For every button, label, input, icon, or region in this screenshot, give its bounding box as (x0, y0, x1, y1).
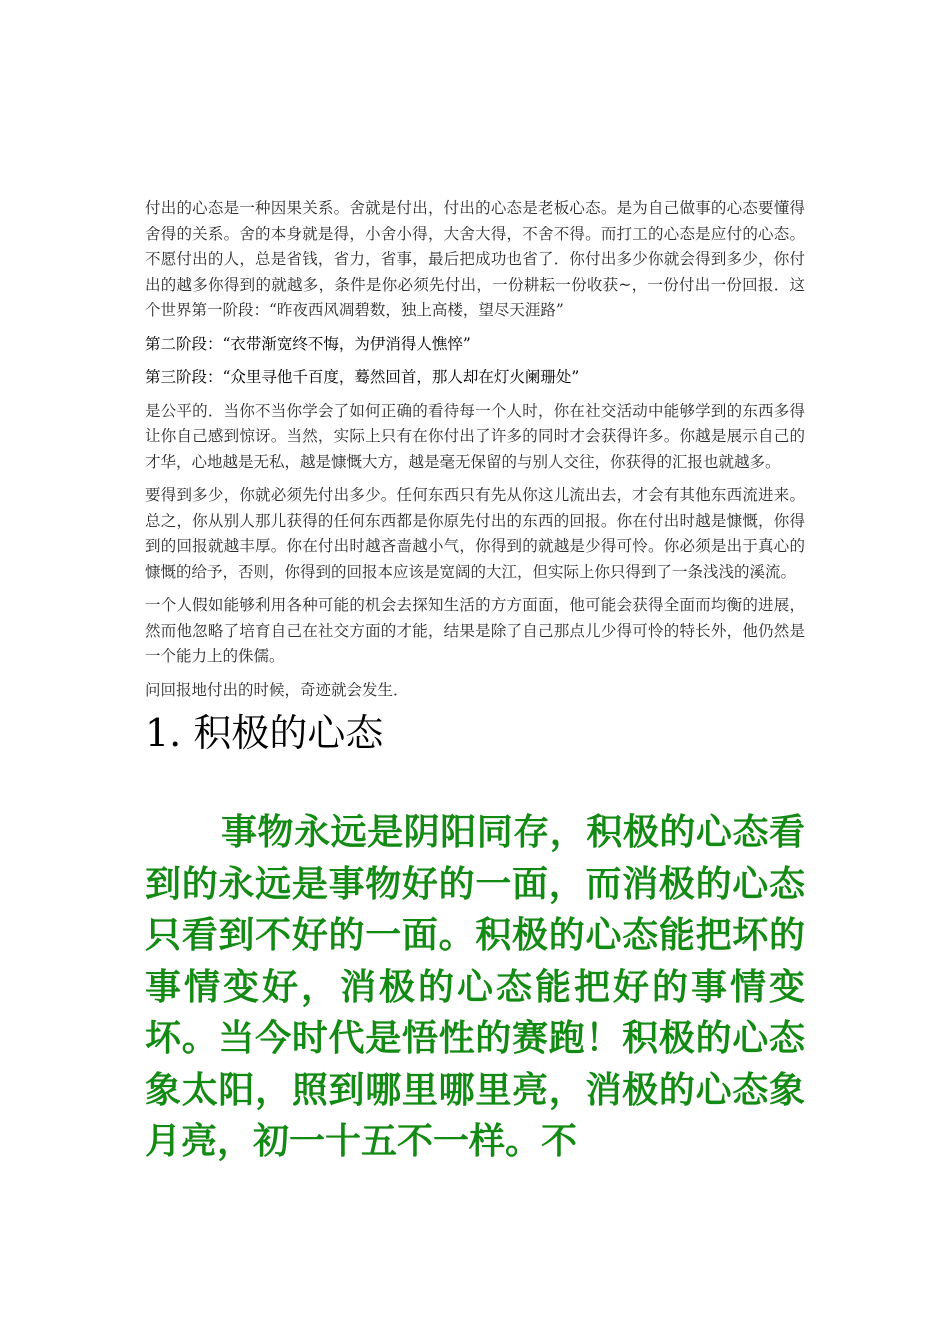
paragraph-stage-three: 第三阶段：“众里寻他千百度，蓦然回首，那人却在灯火阑珊处” (145, 368, 580, 386)
section-heading: 1. 积极的心态 (145, 711, 384, 755)
highlight-paragraph: 事物永远是阴阳同存，积极的心态看到的永远是事物好的一面，而消极的心态只看到不好的一面。积极的心态能把坏的事情变好，消极的心态能把好的事情变坏。当今时代是悟性的赛跑！积极的心态象太阳，照到哪里哪里亮，消极的心态象月亮，初一十五不一样。不 (145, 812, 805, 1162)
document-page (145, 196, 805, 1168)
paragraph-giving-mindset: 付出的心态是一种因果关系。舍就是付出，付出的心态是老板心态。是为自己做事的心态要懂得舍得的关系。舍的本身就是得，小舍小得，大舍大得，不舍不得。而打工的心态是应付的心态。不愿付出的人，总是省钱，省力，省事，最后把成功也省了．你付出多少你就会得到多少，你付出的越多你得到的就越多，条件是你必须先付出，一份耕耘一份收获~，一份付出一份回报．这个世界第一阶段：“昨夜西风凋碧数，独上高楼，望尽天涯路” (145, 199, 805, 319)
paragraph-social-skills: 一个人假如能够利用各种可能的机会去探知生活的方方面面，他可能会获得全面而均衡的进展，然而他忽略了培育自己在社交方面的才能，结果是除了自己那点儿少得可怜的特长外，他仍然是一个能力上的侏儒。 (145, 596, 805, 665)
paragraph-miracle: 问回报地付出的时候，奇迹就会发生． (145, 680, 409, 699)
paragraph-get-and-give: 要得到多少，你就必须先付出多少。任何东西只有先从你这儿流出去，才会有其他东西流进来。总之，你从别人那儿获得的任何东西都是你原先付出的东西的回报。你在付出时越是慷慨，你得到的回报就越丰厚。你在付出时越吝啬越小气，你得到的就越是少得可怜。你必须是出于真心的慷慨的给予，否则，你得到的回报本应该是宽阔的大江，但实际上你只得到了一条浅浅的溪流。 (145, 486, 805, 581)
paragraph-fairness: 是公平的．当你不当你学会了如何正确的看待每一个人时，你在社交活动中能够学到的东西多得让你自己感到惊讶。当然，实际上只有在你付出了许多的同时才会获得许多。你越是展示自己的才华，心地越是无私，越是慷慨大方，越是毫无保留的与别人交往，你获得的汇报也就越多。 (145, 401, 805, 471)
paragraph-stage-two: 第二阶段：“衣带渐宽终不悔，为伊消得人憔悴” (145, 334, 471, 353)
